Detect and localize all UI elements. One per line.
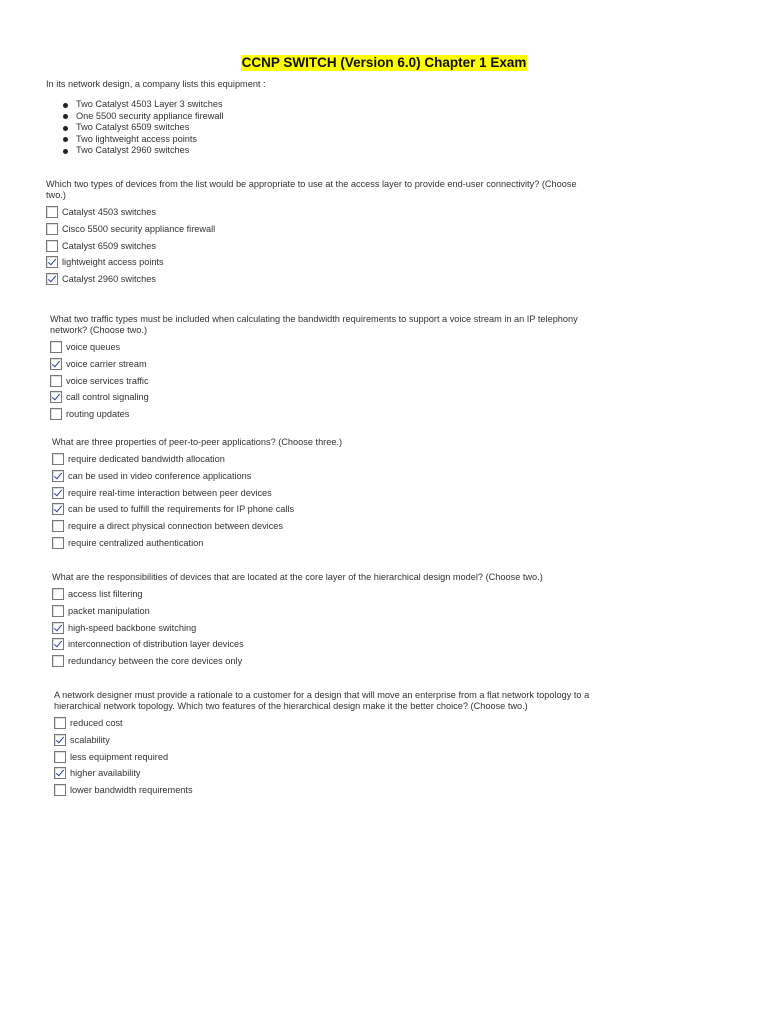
question-text: What are the responsibilities of devices that are located at the core layer of the hierarchical design model? (Choose two.)	[52, 572, 543, 582]
option[interactable]	[54, 748, 599, 765]
intro-text: In its network design, a company lists this equipment :	[46, 79, 266, 89]
option-label: access list filtering	[68, 589, 143, 600]
option[interactable]	[52, 451, 592, 468]
option[interactable]	[50, 356, 590, 373]
option[interactable]	[46, 237, 586, 254]
question-3	[52, 437, 592, 551]
option-label: Catalyst 6509 switches	[62, 240, 156, 251]
checkbox[interactable]	[52, 537, 64, 549]
equipment-list	[62, 99, 224, 157]
option[interactable]	[52, 484, 592, 501]
question-text: What two traffic types must be included when calculating the bandwidth requirements to support a voice stream in an IP telephony network? (Choose two.)	[50, 314, 578, 335]
checkbox[interactable]	[52, 487, 64, 499]
option-label: routing updates	[66, 409, 130, 420]
option[interactable]	[54, 782, 599, 799]
checkbox[interactable]	[54, 734, 66, 746]
checkbox[interactable]	[50, 358, 62, 370]
page-title: CCNP SWITCH (Version 6.0) Chapter 1 Exam	[241, 55, 527, 70]
option[interactable]	[52, 468, 592, 485]
option[interactable]	[50, 372, 590, 389]
checkbox[interactable]	[46, 223, 58, 235]
option-label: lower bandwidth requirements	[70, 785, 193, 796]
checkbox[interactable]	[52, 470, 64, 482]
equipment-item: One 5500 security appliance firewall	[62, 111, 224, 123]
option[interactable]	[50, 339, 590, 356]
option[interactable]	[52, 534, 592, 551]
checkbox[interactable]	[46, 256, 58, 268]
option-label: packet manipulation	[68, 606, 150, 617]
option-label: can be used to fulfill the requirements for IP phone calls	[68, 504, 295, 515]
option-label: require dedicated bandwidth allocation	[68, 454, 225, 465]
option-label: require centralized authentication	[68, 537, 204, 548]
checkbox[interactable]	[50, 341, 62, 353]
option-label: lightweight access points	[62, 257, 164, 268]
option[interactable]	[52, 501, 592, 518]
title-wrapper	[0, 54, 768, 72]
question-5	[54, 690, 599, 798]
option-label: require a direct physical connection between devices	[68, 521, 284, 532]
options-list	[46, 204, 586, 287]
checkbox[interactable]	[52, 638, 64, 650]
question-2	[50, 314, 590, 422]
option-label: voice carrier stream	[66, 359, 147, 370]
option[interactable]	[46, 271, 586, 288]
option-label: can be used in video conference applications	[68, 471, 252, 482]
option-label: high-speed backbone switching	[68, 622, 197, 633]
checkbox[interactable]	[54, 784, 66, 796]
option[interactable]	[46, 254, 586, 271]
checkbox[interactable]	[52, 605, 64, 617]
equipment-item: Two Catalyst 2960 switches	[62, 145, 224, 157]
option[interactable]	[52, 619, 592, 636]
options-list	[50, 339, 590, 422]
checkbox[interactable]	[52, 453, 64, 465]
option[interactable]	[50, 389, 590, 406]
option-label: voice services traffic	[66, 375, 149, 386]
option[interactable]	[46, 204, 586, 221]
option[interactable]	[52, 586, 592, 603]
option-label: require real-time interaction between peer devices	[68, 487, 272, 498]
question-4	[52, 572, 592, 669]
options-list	[52, 451, 592, 551]
option-label: interconnection of distribution layer devices	[68, 639, 244, 650]
checkbox[interactable]	[52, 520, 64, 532]
option-label: Catalyst 2960 switches	[62, 274, 156, 285]
option-label: call control signaling	[66, 392, 149, 403]
option-label: voice queues	[66, 342, 121, 353]
option-label: redundancy between the core devices only	[68, 656, 243, 667]
checkbox[interactable]	[52, 588, 64, 600]
option[interactable]	[46, 221, 586, 238]
option[interactable]	[52, 636, 592, 653]
option-label: Cisco 5500 security appliance firewall	[62, 224, 216, 235]
option-label: Catalyst 4503 switches	[62, 207, 156, 218]
option[interactable]	[52, 653, 592, 670]
option[interactable]	[54, 732, 599, 749]
question-text: Which two types of devices from the list would be appropriate to use at the access layer to provide end-user connectivity? (Choose two.)	[46, 179, 577, 200]
option[interactable]	[52, 603, 592, 620]
checkbox[interactable]	[54, 717, 66, 729]
option-label: reduced cost	[70, 718, 123, 729]
checkbox[interactable]	[50, 375, 62, 387]
checkbox[interactable]	[52, 503, 64, 515]
option-label: less equipment required	[70, 751, 169, 762]
options-list	[52, 586, 592, 669]
checkbox[interactable]	[46, 240, 58, 252]
question-text: What are three properties of peer-to-peer applications? (Choose three.)	[52, 437, 343, 447]
option[interactable]	[54, 765, 599, 782]
checkbox[interactable]	[46, 206, 58, 218]
equipment-item: Two Catalyst 4503 Layer 3 switches	[62, 99, 224, 111]
option[interactable]	[54, 715, 599, 732]
checkbox[interactable]	[52, 622, 64, 634]
option[interactable]	[52, 518, 592, 535]
equipment-item: Two lightweight access points	[62, 134, 224, 146]
question-1	[46, 179, 586, 287]
equipment-item: Two Catalyst 6509 switches	[62, 122, 224, 134]
options-list	[54, 715, 599, 798]
option-label: higher availability	[70, 768, 141, 779]
checkbox[interactable]	[54, 751, 66, 763]
checkbox[interactable]	[52, 655, 64, 667]
option[interactable]	[50, 406, 590, 423]
checkbox[interactable]	[50, 391, 62, 403]
checkbox[interactable]	[46, 273, 58, 285]
checkbox[interactable]	[54, 767, 66, 779]
checkbox[interactable]	[50, 408, 62, 420]
option-label: scalability	[70, 735, 110, 746]
question-text: A network designer must provide a rationale to a customer for a design that will move an enterprise from a flat network topology to a hierarchical network topology. Which two features of the hierarchical design make it the better choice? (Choose two.)	[54, 690, 590, 711]
